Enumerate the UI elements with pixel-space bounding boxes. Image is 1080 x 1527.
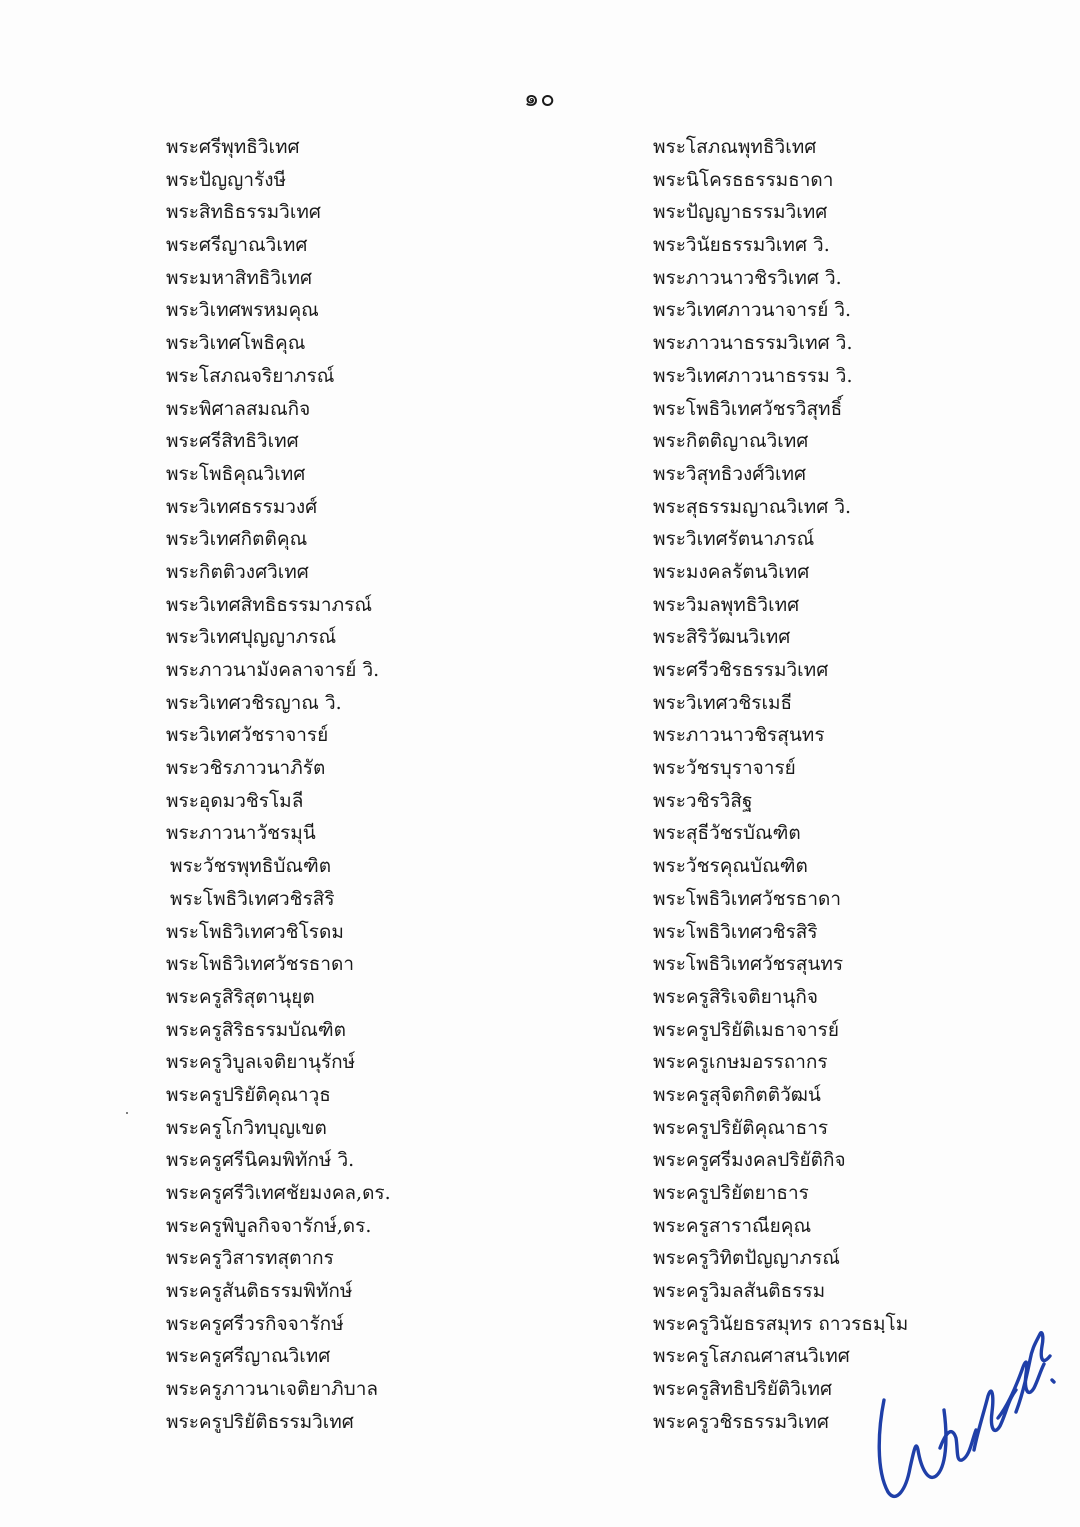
name-entry: พระศรีสิทธิวิเทศ <box>166 430 299 453</box>
name-entry: พระโพธิวิเทศวัชรวิสุทธิ์ <box>653 397 843 420</box>
name-entry: พระครูวิทิตปัญญาภรณ์ <box>653 1247 840 1270</box>
name-entry: พระภาวนาวชิรวิเทศ วิ. <box>653 266 842 289</box>
name-entry: พระภาวนาธรรมวิเทศ วิ. <box>653 332 853 355</box>
name-entry: พระวิเทศปุญญาภรณ์ <box>166 626 337 649</box>
name-entry: พระครูวิบูลเจติยานุรักษ์ <box>166 1051 356 1074</box>
name-entry: พระวิสุทธิวงศ์วิเทศ <box>653 462 807 485</box>
name-entry: พระครูสิริสุตานุยุต <box>166 985 315 1008</box>
name-entry: พระโพธิวิเทศวชิรสิริ <box>170 887 335 910</box>
name-entry: พระวิเทศวชิรญาณ วิ. <box>166 691 342 714</box>
stray-mark <box>126 1112 128 1114</box>
name-entry: พระครูศรีวรกิจจารักษ์ <box>166 1312 344 1335</box>
name-entry: พระครูพิบูลกิจจารักษ์,ดร. <box>166 1214 372 1237</box>
name-entry: พระสิทธิธรรมวิเทศ <box>166 201 321 224</box>
name-entry: พระวินัยธรรมวิเทศ วิ. <box>653 234 830 257</box>
name-entry: พระภาวนาวชิรสุนทร <box>653 724 825 747</box>
name-entry: พระปัญญาธรรมวิเทศ <box>653 201 828 224</box>
name-entry: พระครูศรีมงคลปริยัติกิจ <box>653 1149 846 1172</box>
name-entry: พระครูปริยัติเมธาจารย์ <box>653 1018 840 1041</box>
name-entry: พระครูศรีนิคมพิทักษ์ วิ. <box>166 1149 355 1172</box>
name-entry: พระโพธิวิเทศวัชรสุนทร <box>653 953 844 976</box>
name-entry: พระพิศาลสมณกิจ <box>166 397 311 420</box>
name-entry: พระวัชรพุทธิบัณฑิต <box>170 855 332 878</box>
name-entry: พระครูปริยัติคุณาธาร <box>653 1116 829 1139</box>
name-entry: พระครูสิริธรรมบัณฑิต <box>166 1018 346 1041</box>
name-entry: พระโสภณจริยาภรณ์ <box>166 364 335 387</box>
name-entry: พระวชิรวิสิฐ <box>653 789 753 812</box>
name-entry: พระวิมลพุทธิวิเทศ <box>653 593 800 616</box>
name-entry: พระครูวชิรธรรมวิเทศ <box>653 1410 829 1433</box>
name-entry: พระโสภณพุทธิวิเทศ <box>653 136 817 158</box>
name-entry: พระครูโสภณศาสนวิเทศ <box>653 1345 850 1368</box>
name-entry: พระวิเทศวัชราจารย์ <box>166 724 329 747</box>
name-entry: พระวชิรภาวนาภิรัต <box>166 757 326 780</box>
name-entry: พระโพธิวิเทศวัชรธาดา <box>166 953 355 976</box>
name-entry: พระภาวนามังคลาจารย์ วิ. <box>166 659 380 681</box>
name-entry: พระวิเทศพรหมคุณ <box>166 299 319 322</box>
name-entry: พระโพธิวิเทศวชิโรดม <box>166 920 344 943</box>
name-entry: พระศรีญาณวิเทศ <box>166 234 308 257</box>
handwritten-signature <box>866 1300 1062 1510</box>
page-number: ๑๐ <box>524 84 556 112</box>
name-entry: พระวิเทศสิทธิธรรมาภรณ์ <box>166 593 372 616</box>
name-entry: พระมงคลรัตนวิเทศ <box>653 560 810 583</box>
name-entry: พระสุธรรมญาณวิเทศ วิ. <box>653 495 852 518</box>
right-name-list <box>653 131 953 1439</box>
name-entry: พระครูวิมลสันติธรรม <box>653 1280 826 1303</box>
name-entry: พระครูสาราณียคุณ <box>653 1214 812 1237</box>
name-entry: พระปัญญารังษี <box>166 168 287 191</box>
name-entry: พระภาวนาวัชรมุนี <box>166 822 316 845</box>
name-entry: พระโพธิวิเทศวชิรสิริ <box>653 920 818 943</box>
name-entry: พระวัชรคุณบัณฑิต <box>653 855 808 878</box>
name-entry: พระวิเทศธรรมวงศ์ <box>166 495 318 518</box>
name-entry: พระครูปริยัติคุณาวุธ <box>166 1083 331 1106</box>
name-entry: พระครูวินัยธรสมุทร ถาวรธมฺโม <box>653 1312 909 1335</box>
name-entry: พระโพธิคุณวิเทศ <box>166 462 306 485</box>
name-entry: พระกิตติญาณวิเทศ <box>653 430 809 453</box>
left-name-list <box>166 131 586 1439</box>
name-entry: พระวัชรบุราจารย์ <box>653 757 796 780</box>
name-entry: พระอุดมวชิรโมลี <box>166 789 304 812</box>
name-entry: พระนิโครธธรรมธาดา <box>653 168 834 191</box>
name-entry: พระวิเทศโพธิคุณ <box>166 332 306 355</box>
name-entry: พระครูเกษมอรรถากร <box>653 1051 828 1074</box>
name-entry: พระครูสิริเจติยานุกิจ <box>653 985 819 1008</box>
name-entry: พระครูศรีวิเทศชัยมงคล,ดร. <box>166 1182 391 1204</box>
name-entry: พระครูโกวิทบุญเขต <box>166 1116 327 1139</box>
name-entry: พระสิริวัฒนวิเทศ <box>653 626 791 649</box>
name-entry: พระศรีพุทธิวิเทศ <box>166 136 300 158</box>
name-entry: พระวิเทศวชิรเมธี <box>653 691 793 714</box>
name-entry: พระครูภาวนาเจติยาภิบาล <box>166 1378 379 1401</box>
name-entry: พระวิเทศรัตนาภรณ์ <box>653 528 815 551</box>
name-entry: พระครูสันติธรรมพิทักษ์ <box>166 1280 353 1303</box>
name-entry: พระโพธิวิเทศวัชรธาดา <box>653 887 842 910</box>
name-entry: พระครูวิสารทสุตากร <box>166 1247 334 1270</box>
name-entry: พระวิเทศกิตติคุณ <box>166 528 308 551</box>
name-entry: พระครูสิทธิปริยัติวิเทศ <box>653 1378 833 1401</box>
name-entry: พระสุธีวัชรบัณฑิต <box>653 822 801 845</box>
name-entry: พระครูสุจิตกิตติวัฒน์ <box>653 1083 821 1106</box>
name-entry: พระวิเทศภาวนาจารย์ วิ. <box>653 299 852 322</box>
name-entry: พระกิตติวงศวิเทศ <box>166 560 309 583</box>
name-entry: พระมหาสิทธิวิเทศ <box>166 266 313 289</box>
name-entry: พระครูปริยัติธรรมวิเทศ <box>166 1410 354 1433</box>
name-entry: พระศรีวชิรธรรมวิเทศ <box>653 659 829 681</box>
name-entry: พระวิเทศภาวนาธรรม วิ. <box>653 364 853 387</box>
name-entry: พระครูปริยัตยาธาร <box>653 1182 809 1204</box>
name-entry: พระครูศรีญาณวิเทศ <box>166 1345 331 1368</box>
